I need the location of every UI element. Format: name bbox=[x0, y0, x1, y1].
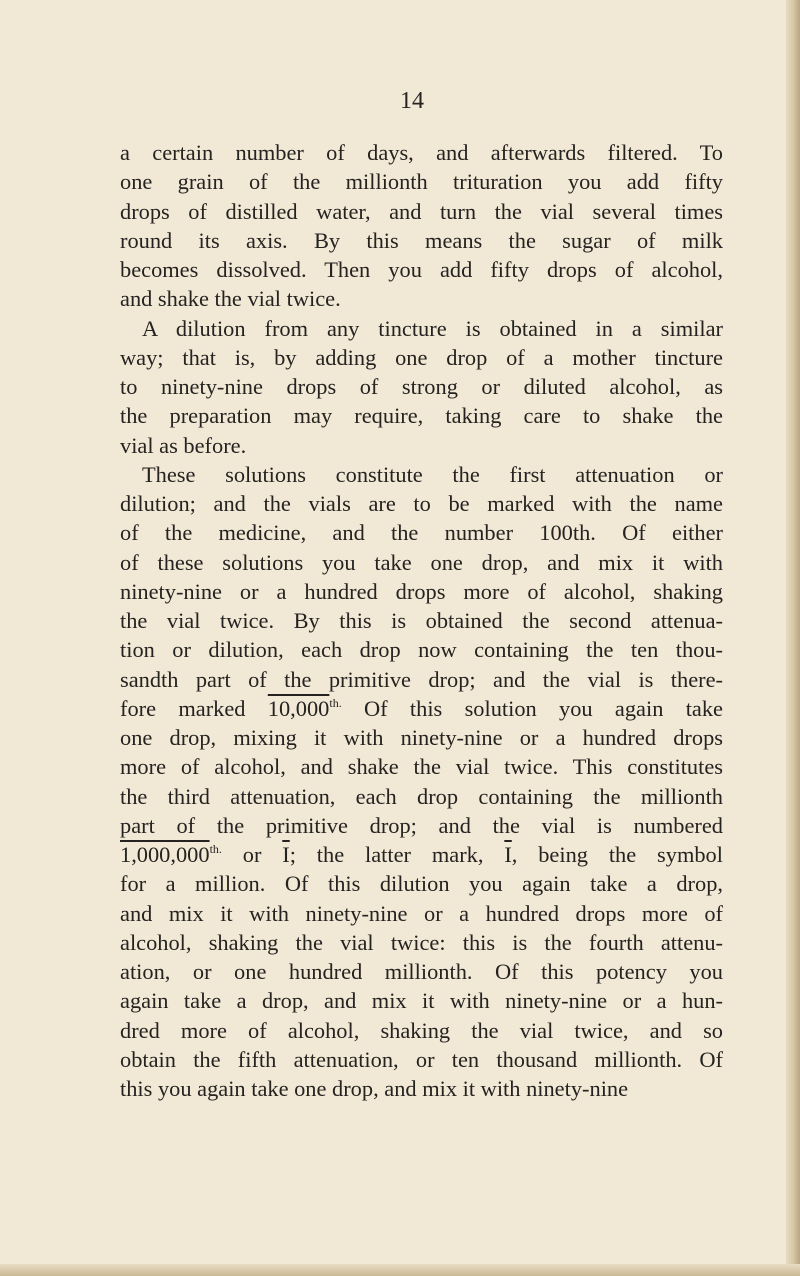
text-line bbox=[120, 694, 723, 723]
text-line: obtain the fifth attenuation, or ten thousand millionth. Of bbox=[120, 1046, 723, 1072]
text-line: drops of distilled water, and turn the vial several times bbox=[120, 198, 723, 224]
text-line: and shake the vial twice. bbox=[120, 286, 341, 312]
text-line: part of the primitive drop; and the vial is numbered bbox=[120, 812, 723, 838]
overlined-number: 10,000 bbox=[267, 695, 330, 721]
million-symbol: $\overline{I}$ bbox=[282, 842, 290, 867]
superscript-ordinal: th. bbox=[209, 842, 222, 856]
text-line: dilution; and the vials are to be marked with the name bbox=[120, 491, 723, 516]
text-line: dred more of alcohol, shaking the vial twice, and so bbox=[120, 1017, 723, 1043]
million-symbol: $\overline{I}$ bbox=[504, 842, 512, 867]
text-line: for a million. Of this dilution you again take a drop, bbox=[120, 871, 723, 897]
text-line: to ninety-nine drops of strong or diluted alcohol, as bbox=[120, 374, 723, 399]
superscript-ordinal: th. bbox=[329, 695, 342, 710]
text-line: this you again take one drop, and mix it with ninety-nine bbox=[120, 1076, 629, 1101]
text-line: A dilution from any tincture is obtained in a similar bbox=[142, 315, 723, 341]
text-line: the vial twice. By this is obtained the second attenua- bbox=[120, 608, 723, 633]
text-line: the preparation may require, taking care to shake the bbox=[120, 403, 723, 429]
text-fragment: ; the latter mark, bbox=[289, 842, 505, 867]
page-bottom-edge bbox=[0, 1264, 800, 1276]
text-line: tion or dilution, each drop now containing the ten thou- bbox=[120, 637, 723, 663]
body-text bbox=[120, 138, 723, 1103]
text-line: and mix it with ninety-nine or a hundred drops more of bbox=[120, 900, 723, 926]
text-fragment: or bbox=[221, 842, 283, 867]
text-line: way; that is, by adding one drop of a mother tincture bbox=[120, 344, 723, 370]
text-line: one grain of the millionth trituration you add fifty bbox=[120, 169, 723, 195]
text-line: round its axis. By this means the sugar of milk bbox=[120, 227, 723, 253]
overlined-number: 1,000,000 bbox=[120, 842, 210, 867]
text-line: one drop, mixing it with ninety-nine or a hundred drops bbox=[120, 725, 723, 750]
text-line: becomes dissolved. Then you add fifty drops of alcohol, bbox=[120, 257, 723, 282]
text-fragment: , being the symbol bbox=[511, 842, 723, 867]
text-line: alcohol, shaking the vial twice: this is the fourth attenu- bbox=[120, 929, 723, 955]
text-line: ninety-nine or a hundred drops more of alcohol, shaking bbox=[120, 578, 723, 604]
text-fragment: fore marked bbox=[120, 695, 268, 721]
text-fragment: Of this solution you again take bbox=[341, 695, 723, 721]
text-line: These solutions constitute the first attenuation or bbox=[142, 461, 723, 487]
text-line: of the medicine, and the number 100th. Of either bbox=[120, 520, 723, 546]
text-line: vial as before. bbox=[120, 432, 247, 458]
text-line: the third attenuation, each drop containing the millionth bbox=[120, 783, 723, 809]
page-edge-shadow bbox=[786, 0, 800, 1276]
text-line: ation, or one hundred millionth. Of this potency you bbox=[120, 959, 723, 984]
text-line: more of alcohol, and shake the vial twice. This constitutes bbox=[120, 754, 723, 780]
text-line: sandth part of the primitive drop; and the vial is there- bbox=[120, 666, 723, 692]
text-line bbox=[120, 840, 723, 869]
text-line: a certain number of days, and afterwards filtered. To bbox=[120, 140, 723, 165]
text-line: again take a drop, and mix it with ninety-nine or a hun- bbox=[120, 988, 723, 1014]
text-line: of these solutions you take one drop, and mix it with bbox=[120, 549, 723, 575]
page-number: 14 bbox=[400, 88, 424, 114]
